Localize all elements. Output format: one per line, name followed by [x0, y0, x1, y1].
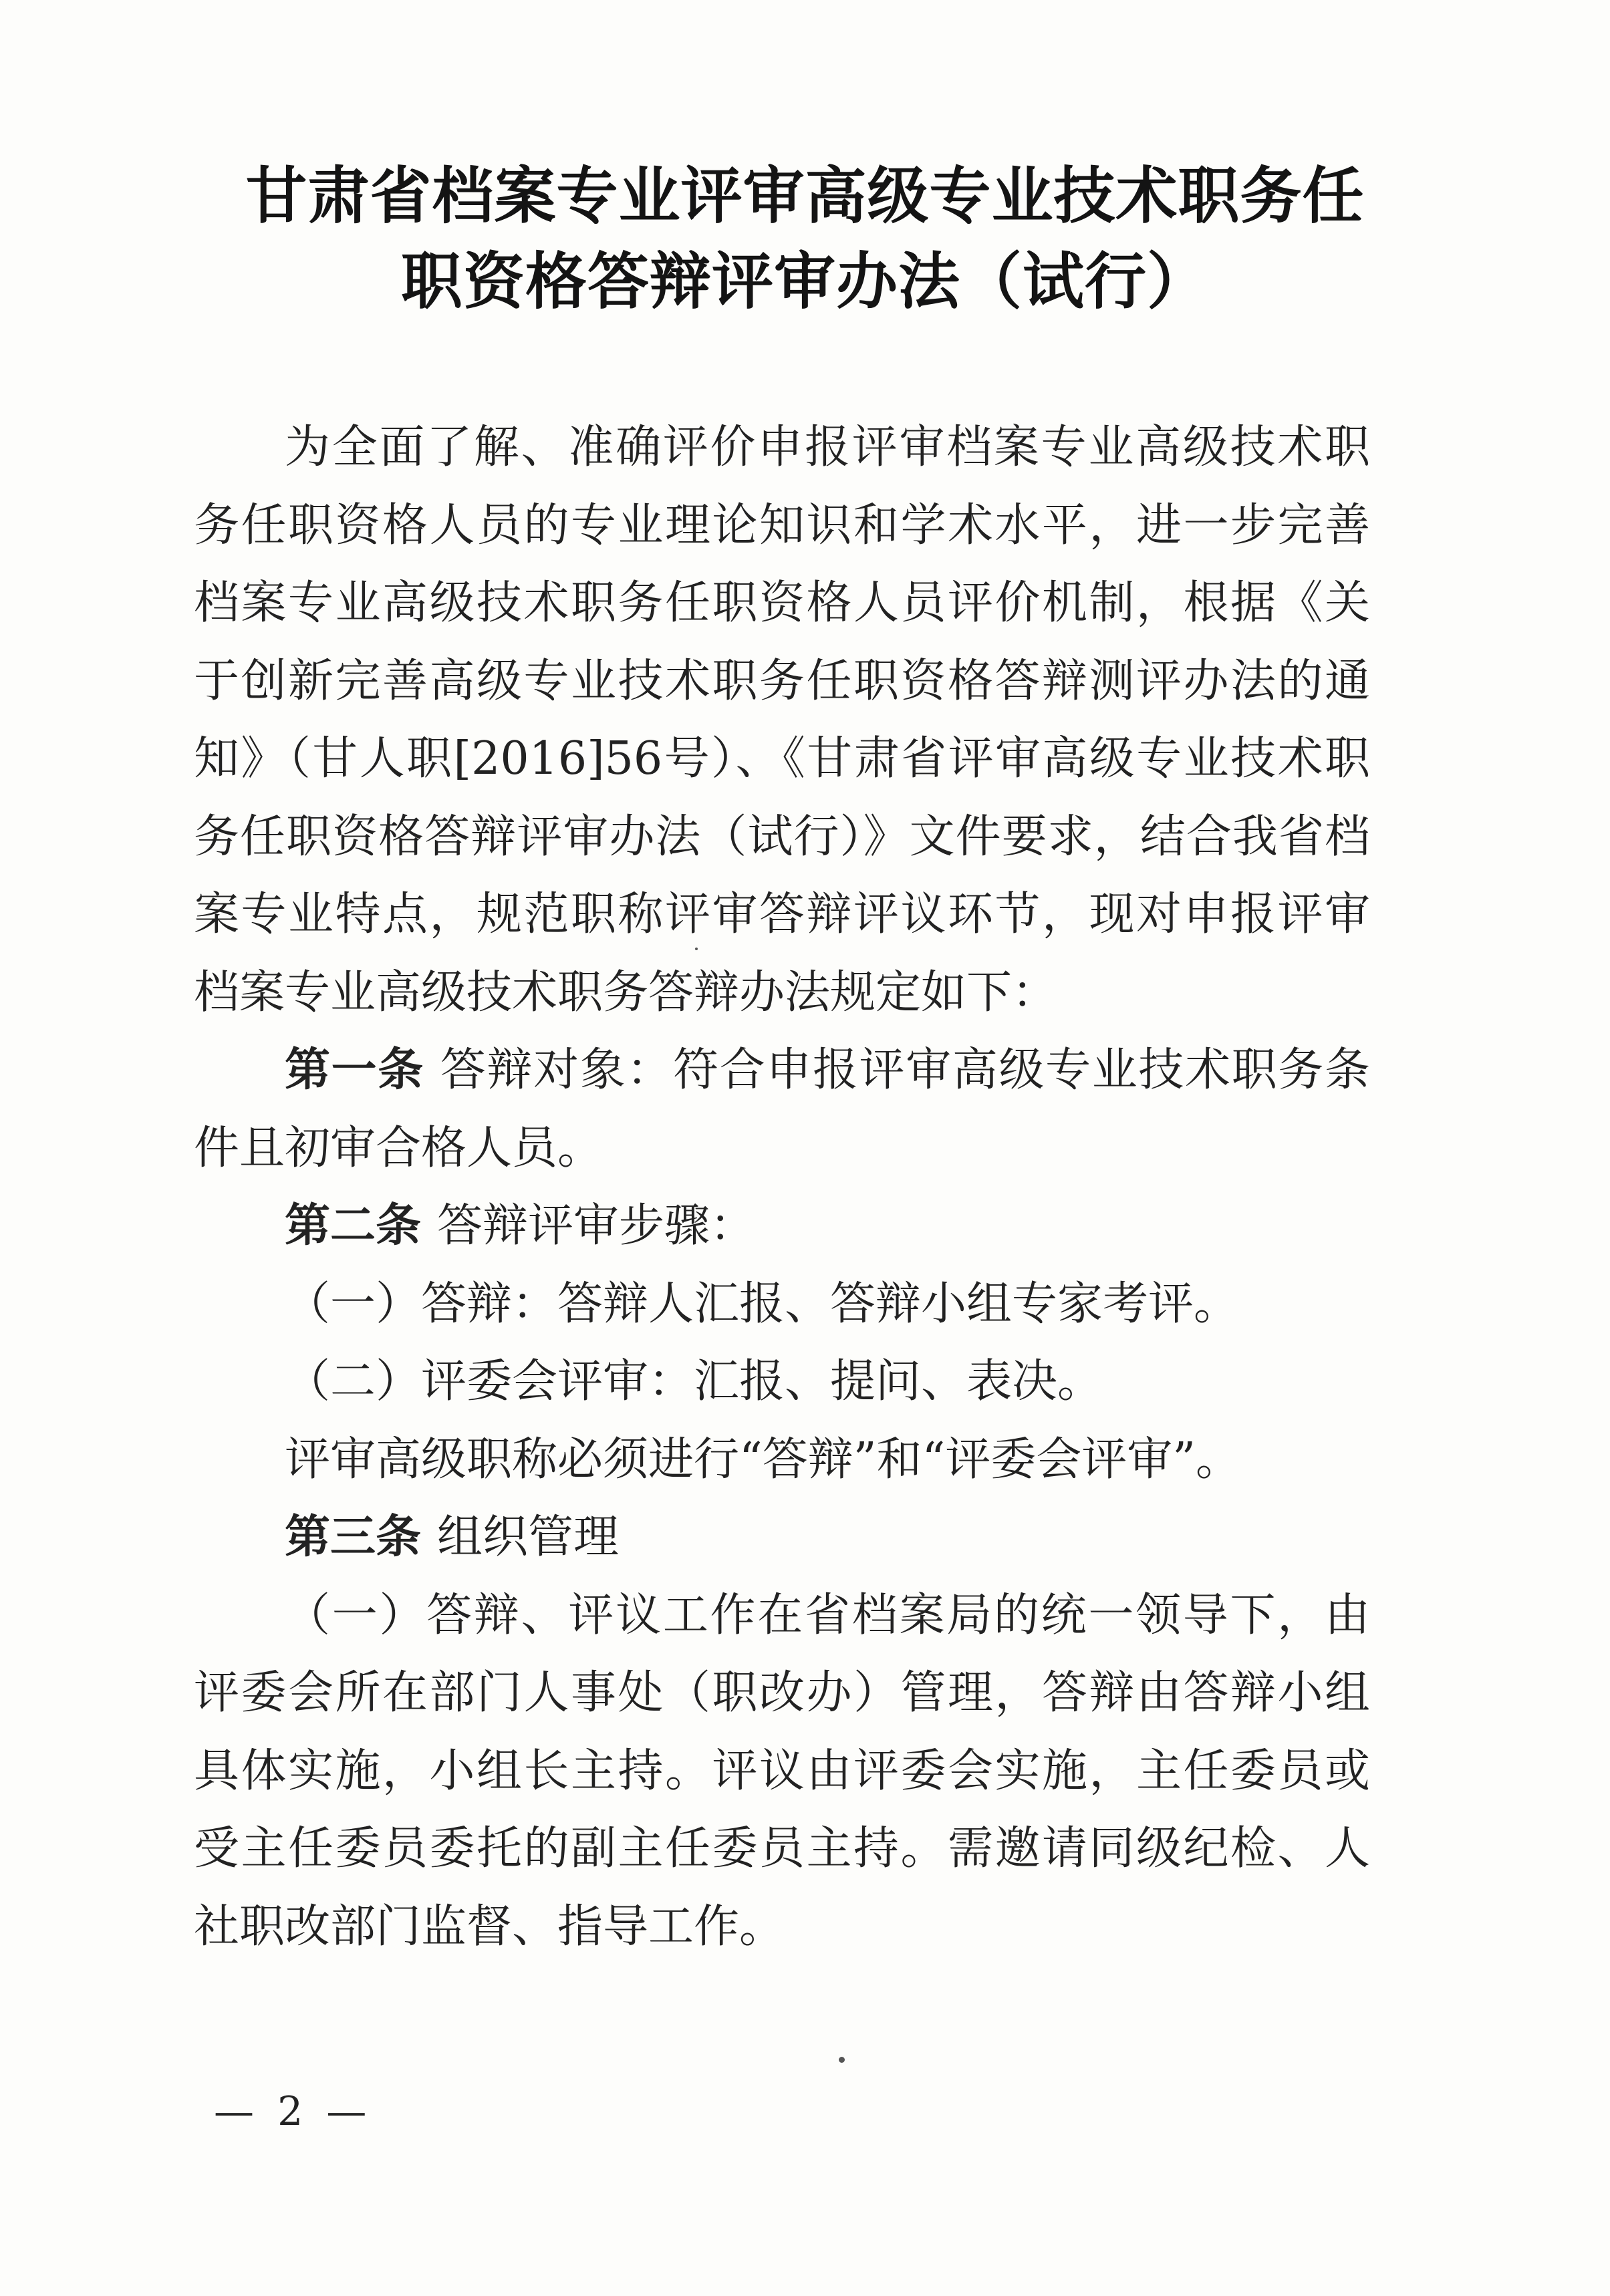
article-2-note: 评审高级职称必须进行“答辩”和“评委会评审”。 [285, 1433, 1242, 1486]
article-1-text: 答辩对象：符合申报评审高级专业技术职务条件且初审合格人员。 [194, 1044, 1370, 1175]
article-1-heading: 第一条 [285, 1044, 424, 1097]
page-number: — 2 — [214, 2088, 372, 2135]
article-2 [194, 1187, 1370, 1266]
article-2-item-1: （一）答辩：答辩人汇报、答辩小组专家考评。 [285, 1277, 1240, 1330]
article-2-text: 答辩评审步骤： [437, 1199, 756, 1252]
article-3 [194, 1499, 1370, 1577]
article-2-item-2: （二）评委会评审：汇报、提问、表决。 [285, 1355, 1103, 1408]
article-1 [194, 1032, 1370, 1187]
title-line-1: 甘肃省档案专业评审高级专业技术职务任 [245, 160, 1365, 232]
document-body [194, 409, 1370, 1966]
document-title [147, 154, 1463, 325]
scan-speck [695, 948, 698, 950]
article-3-item-1: （一）答辩、评议工作在省档案局的统一领导下，由评委会所在部门人事处（职改办）管理，答辩由答辩小组具体实施，小组长主持。评议由评委会实施，主任委员或受主任委员委托的副主任委员主持。需邀请同级纪检、人社职改部门监督、指导工作。 [194, 1588, 1370, 1953]
article-2-heading: 第二条 [285, 1199, 422, 1252]
title-line-2: 职资格答辩评审办法（试行） [400, 246, 1209, 317]
intro-paragraph: 为全面了解、准确评价申报评审档案专业高级技术职务任职资格人员的专业理论知识和学术水平，进一步完善档案专业高级技术职务任职资格人员评价机制，根据《关于创新完善高级专业技术职务任职资格答辩测评办法的通知》（甘人职[2016]56号）、《甘肃省评审高级专业技术职务任职资格答辩评审办法（试行）》文件要求，结合我省档案专业特点，规范职称评审答辩评议环节，现对申报评审档案专业高级技术职务答辩办法规定如下： [194, 421, 1370, 1019]
article-3-text: 组织管理 [437, 1511, 620, 1564]
scan-speck [839, 2057, 845, 2063]
article-3-heading: 第三条 [285, 1511, 422, 1564]
